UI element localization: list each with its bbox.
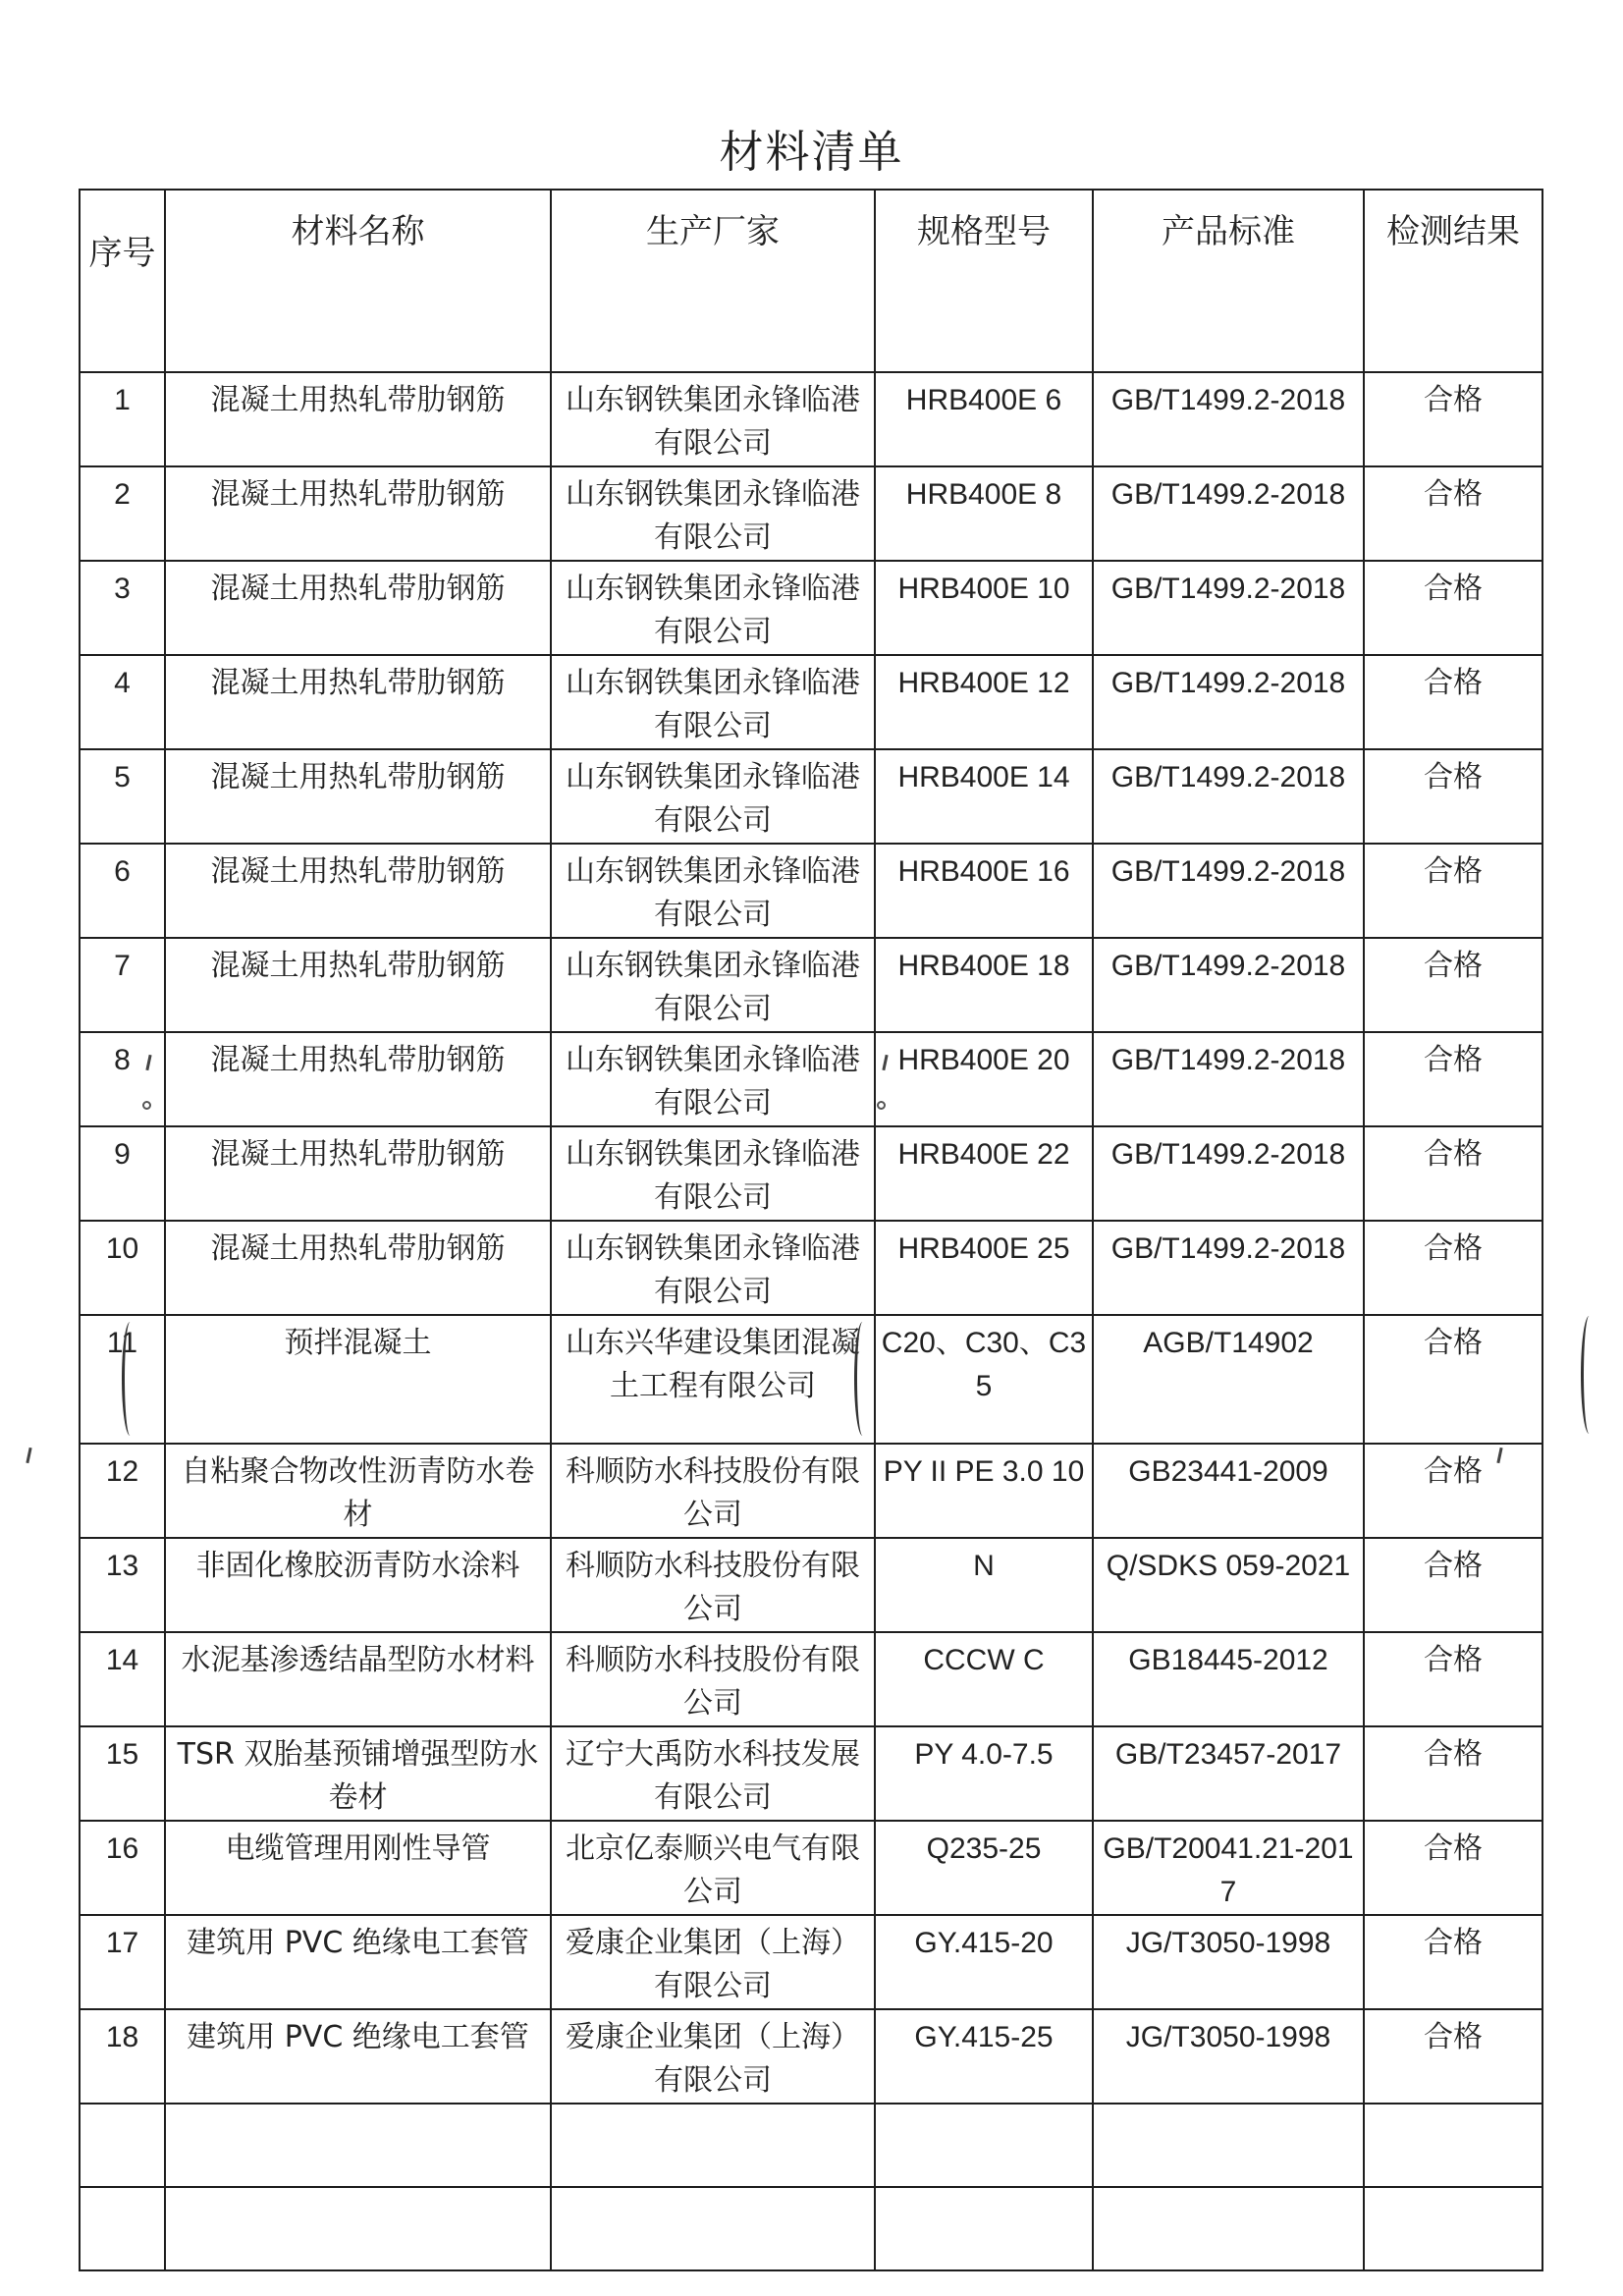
- cell-result: 合格: [1364, 749, 1542, 844]
- empty-cell: [80, 2104, 165, 2187]
- empty-cell: [1364, 2104, 1542, 2187]
- empty-cell: [80, 2187, 165, 2270]
- header-name: 材料名称: [165, 190, 551, 372]
- cell-spec: PY 4.0-7.5: [875, 1726, 1093, 1821]
- cell-maker: 山东钢铁集团永锋临港有限公司: [551, 466, 875, 561]
- empty-row: [80, 2187, 1542, 2270]
- cell-no: 6: [80, 844, 165, 938]
- empty-cell: [551, 2104, 875, 2187]
- cell-no: 7: [80, 938, 165, 1032]
- cell-standard: GB23441-2009: [1093, 1444, 1364, 1538]
- header-standard: 产品标准: [1093, 190, 1364, 372]
- cell-maker: 辽宁大禹防水科技发展有限公司: [551, 1726, 875, 1821]
- empty-cell: [1093, 2104, 1364, 2187]
- cell-result: 合格: [1364, 1126, 1542, 1221]
- table-row: [80, 1221, 1542, 1315]
- cell-standard: GB/T1499.2-2018: [1093, 749, 1364, 844]
- cell-standard: GB/T1499.2-2018: [1093, 1032, 1364, 1126]
- empty-cell: [1364, 2187, 1542, 2270]
- cell-maker: 科顺防水科技股份有限公司: [551, 1632, 875, 1726]
- cell-no: 8: [80, 1032, 165, 1126]
- cell-standard: GB/T23457-2017: [1093, 1726, 1364, 1821]
- cell-spec: HRB400E 20: [875, 1032, 1093, 1126]
- cell-name: 电缆管理用刚性导管: [165, 1821, 551, 1915]
- cell-name: 混凝土用热轧带肋钢筋: [165, 1221, 551, 1315]
- cell-maker: 爱康企业集团（上海）有限公司: [551, 2009, 875, 2104]
- empty-cell: [551, 2187, 875, 2270]
- cell-name: 非固化橡胶沥青防水涂料: [165, 1538, 551, 1632]
- cell-name: 建筑用 PVC 绝缘电工套管: [165, 2009, 551, 2104]
- cell-spec: HRB400E 25: [875, 1221, 1093, 1315]
- table-row: [80, 1632, 1542, 1726]
- table-row: [80, 1315, 1542, 1444]
- cell-result: 合格: [1364, 1221, 1542, 1315]
- cell-standard: JG/T3050-1998: [1093, 1915, 1364, 2009]
- cell-spec: HRB400E 16: [875, 844, 1093, 938]
- table-row: [80, 1538, 1542, 1632]
- cell-result: 合格: [1364, 1632, 1542, 1726]
- empty-cell: [165, 2187, 551, 2270]
- cell-no: 9: [80, 1126, 165, 1221]
- cell-maker: 科顺防水科技股份有限公司: [551, 1444, 875, 1538]
- header-no: 序号: [80, 190, 165, 372]
- cell-standard: GB18445-2012: [1093, 1632, 1364, 1726]
- cell-standard: GB/T20041.21-2017: [1093, 1821, 1364, 1915]
- cell-name: 混凝土用热轧带肋钢筋: [165, 1126, 551, 1221]
- cell-name: 混凝土用热轧带肋钢筋: [165, 655, 551, 749]
- cell-no: 4: [80, 655, 165, 749]
- table-row: [80, 1821, 1542, 1915]
- cell-name: 混凝土用热轧带肋钢筋: [165, 938, 551, 1032]
- cell-no: 11: [80, 1315, 165, 1444]
- cell-result: 合格: [1364, 1315, 1542, 1444]
- table-row: [80, 1915, 1542, 2009]
- cell-no: 13: [80, 1538, 165, 1632]
- cell-result: 合格: [1364, 561, 1542, 655]
- pen-mark: [1581, 1316, 1597, 1434]
- cell-name: TSR 双胎基预铺增强型防水卷材: [165, 1726, 551, 1821]
- cell-no: 12: [80, 1444, 165, 1538]
- cell-no: 1: [80, 372, 165, 466]
- cell-no: 17: [80, 1915, 165, 2009]
- cell-spec: HRB400E 18: [875, 938, 1093, 1032]
- empty-row: [80, 2104, 1542, 2187]
- cell-result: 合格: [1364, 1032, 1542, 1126]
- pen-mark: [854, 1322, 871, 1436]
- cell-standard: AGB/T14902: [1093, 1315, 1364, 1444]
- table-row: [80, 1126, 1542, 1221]
- table-row: [80, 938, 1542, 1032]
- cell-result: 合格: [1364, 466, 1542, 561]
- pen-mark: [26, 1448, 31, 1463]
- cell-result: 合格: [1364, 1444, 1542, 1538]
- pen-mark: [142, 1101, 151, 1110]
- cell-standard: GB/T1499.2-2018: [1093, 1126, 1364, 1221]
- pen-mark: [122, 1322, 138, 1436]
- cell-name: 混凝土用热轧带肋钢筋: [165, 561, 551, 655]
- cell-name: 混凝土用热轧带肋钢筋: [165, 372, 551, 466]
- cell-spec: PY II PE 3.0 10: [875, 1444, 1093, 1538]
- cell-standard: GB/T1499.2-2018: [1093, 938, 1364, 1032]
- page-title: 材料清单: [719, 126, 904, 178]
- cell-maker: 山东钢铁集团永锋临港有限公司: [551, 938, 875, 1032]
- cell-no: 18: [80, 2009, 165, 2104]
- table-body: [80, 372, 1542, 2270]
- header-spec: 规格型号: [875, 190, 1093, 372]
- cell-maker: 山东钢铁集团永锋临港有限公司: [551, 1221, 875, 1315]
- empty-cell: [165, 2104, 551, 2187]
- cell-spec: GY.415-25: [875, 2009, 1093, 2104]
- table-row: [80, 466, 1542, 561]
- cell-spec: N: [875, 1538, 1093, 1632]
- cell-maker: 山东钢铁集团永锋临港有限公司: [551, 749, 875, 844]
- cell-no: 15: [80, 1726, 165, 1821]
- table-header-row: [80, 190, 1542, 372]
- cell-name: 混凝土用热轧带肋钢筋: [165, 466, 551, 561]
- cell-standard: GB/T1499.2-2018: [1093, 466, 1364, 561]
- cell-standard: GB/T1499.2-2018: [1093, 655, 1364, 749]
- cell-spec: C20、C30、C35: [875, 1315, 1093, 1444]
- cell-spec: HRB400E 8: [875, 466, 1093, 561]
- cell-result: 合格: [1364, 1726, 1542, 1821]
- cell-result: 合格: [1364, 2009, 1542, 2104]
- cell-result: 合格: [1364, 1915, 1542, 2009]
- cell-result: 合格: [1364, 938, 1542, 1032]
- cell-standard: GB/T1499.2-2018: [1093, 1221, 1364, 1315]
- cell-maker: 爱康企业集团（上海）有限公司: [551, 1915, 875, 2009]
- table-row: [80, 1032, 1542, 1126]
- cell-result: 合格: [1364, 655, 1542, 749]
- table-row: [80, 655, 1542, 749]
- cell-maker: 山东兴华建设集团混凝土工程有限公司: [551, 1315, 875, 1444]
- cell-spec: HRB400E 12: [875, 655, 1093, 749]
- cell-standard: GB/T1499.2-2018: [1093, 561, 1364, 655]
- cell-standard: JG/T3050-1998: [1093, 2009, 1364, 2104]
- cell-maker: 山东钢铁集团永锋临港有限公司: [551, 372, 875, 466]
- cell-maker: 山东钢铁集团永锋临港有限公司: [551, 844, 875, 938]
- cell-name: 预拌混凝土: [165, 1315, 551, 1444]
- cell-no: 2: [80, 466, 165, 561]
- header-result: 检测结果: [1364, 190, 1542, 372]
- cell-no: 3: [80, 561, 165, 655]
- cell-result: 合格: [1364, 372, 1542, 466]
- table-row: [80, 2009, 1542, 2104]
- cell-spec: HRB400E 10: [875, 561, 1093, 655]
- cell-spec: GY.415-20: [875, 1915, 1093, 2009]
- cell-maker: 山东钢铁集团永锋临港有限公司: [551, 1032, 875, 1126]
- cell-result: 合格: [1364, 1821, 1542, 1915]
- empty-cell: [875, 2104, 1093, 2187]
- cell-spec: HRB400E 14: [875, 749, 1093, 844]
- empty-cell: [1093, 2187, 1364, 2270]
- table-row: [80, 1444, 1542, 1538]
- table-row: [80, 372, 1542, 466]
- cell-no: 5: [80, 749, 165, 844]
- cell-no: 10: [80, 1221, 165, 1315]
- cell-result: 合格: [1364, 1538, 1542, 1632]
- cell-standard: GB/T1499.2-2018: [1093, 372, 1364, 466]
- cell-no: 16: [80, 1821, 165, 1915]
- cell-result: 合格: [1364, 844, 1542, 938]
- table-row: [80, 1726, 1542, 1821]
- materials-table: [79, 189, 1543, 2271]
- cell-name: 自粘聚合物改性沥青防水卷材: [165, 1444, 551, 1538]
- table-row: [80, 561, 1542, 655]
- cell-spec: CCCW C: [875, 1632, 1093, 1726]
- empty-cell: [875, 2187, 1093, 2270]
- cell-spec: HRB400E 22: [875, 1126, 1093, 1221]
- cell-standard: Q/SDKS 059-2021: [1093, 1538, 1364, 1632]
- header-maker: 生产厂家: [551, 190, 875, 372]
- cell-name: 建筑用 PVC 绝缘电工套管: [165, 1915, 551, 2009]
- table-row: [80, 844, 1542, 938]
- cell-spec: HRB400E 6: [875, 372, 1093, 466]
- cell-name: 混凝土用热轧带肋钢筋: [165, 749, 551, 844]
- cell-maker: 北京亿泰顺兴电气有限公司: [551, 1821, 875, 1915]
- cell-maker: 山东钢铁集团永锋临港有限公司: [551, 655, 875, 749]
- table-row: [80, 749, 1542, 844]
- cell-name: 水泥基渗透结晶型防水材料: [165, 1632, 551, 1726]
- pen-mark: [877, 1101, 886, 1110]
- cell-spec: Q235-25: [875, 1821, 1093, 1915]
- cell-maker: 科顺防水科技股份有限公司: [551, 1538, 875, 1632]
- cell-standard: GB/T1499.2-2018: [1093, 844, 1364, 938]
- cell-maker: 山东钢铁集团永锋临港有限公司: [551, 561, 875, 655]
- cell-maker: 山东钢铁集团永锋临港有限公司: [551, 1126, 875, 1221]
- cell-name: 混凝土用热轧带肋钢筋: [165, 844, 551, 938]
- cell-no: 14: [80, 1632, 165, 1726]
- cell-name: 混凝土用热轧带肋钢筋: [165, 1032, 551, 1126]
